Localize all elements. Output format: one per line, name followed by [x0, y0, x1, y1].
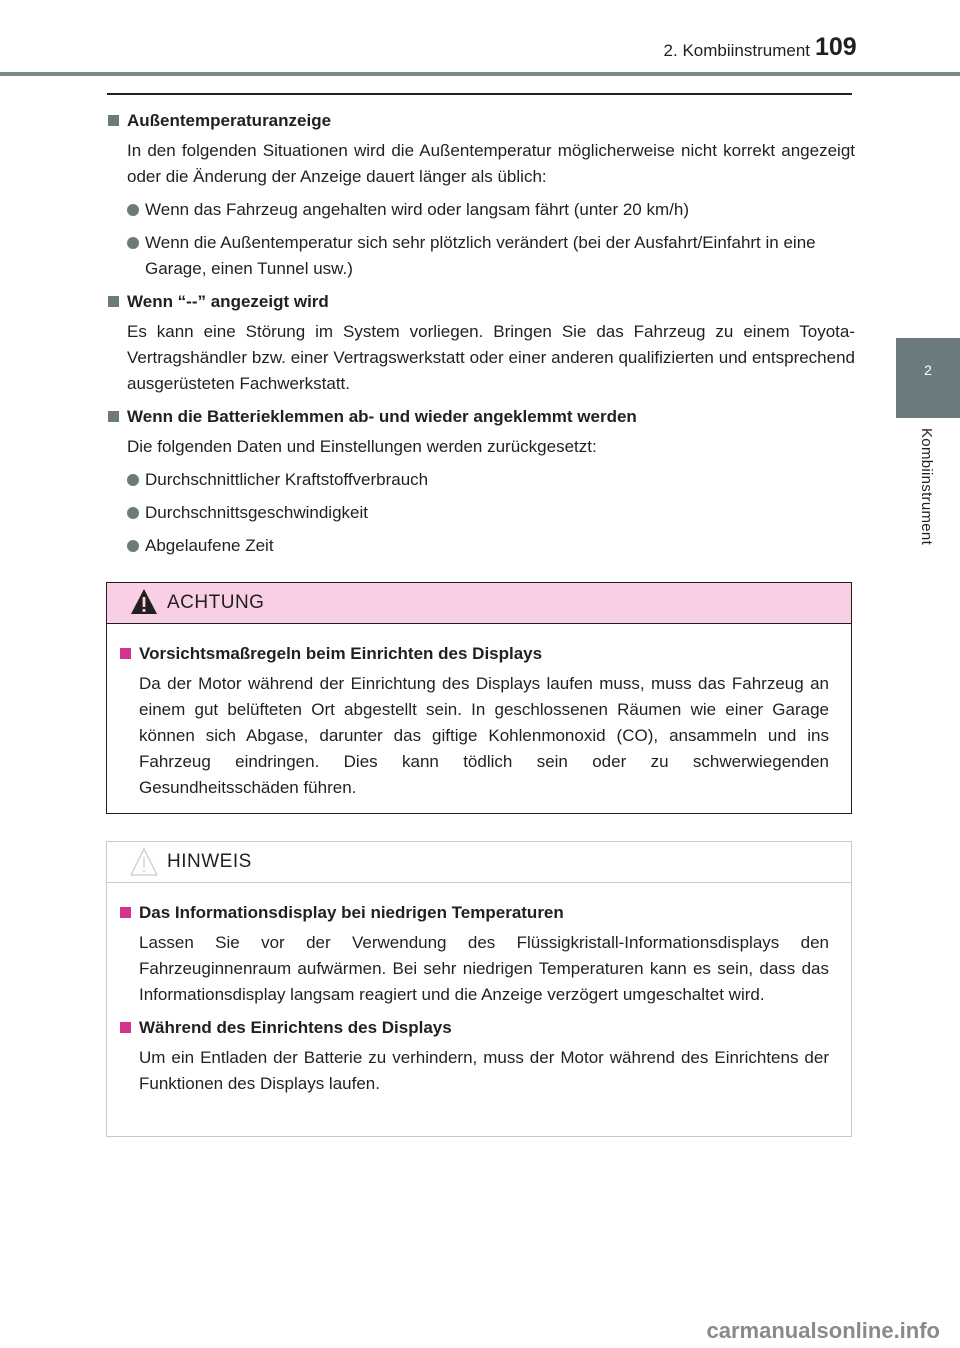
note-text: Um ein Entladen der Batterie zu verhindern, muss der Motor während des Einrichtens der Funktionen des Displays laufen. [139, 1048, 829, 1093]
note-box-title: HINWEIS [167, 851, 252, 872]
square-bullet-icon [108, 411, 119, 422]
page-number: 109 [815, 33, 857, 61]
square-bullet-icon [108, 115, 119, 126]
warning-box-header [107, 583, 851, 624]
round-bullet-icon [127, 507, 139, 519]
warning-box-title: ACHTUNG [167, 592, 265, 613]
section-outside-temperature [107, 108, 855, 282]
square-bullet-icon [108, 296, 119, 307]
warning-triangle-icon [129, 587, 159, 617]
round-bullet-icon [127, 540, 139, 552]
side-tab-label: Kombiinstrument [918, 428, 935, 546]
section-rule [107, 93, 852, 95]
note-box-header [107, 842, 851, 883]
note-box [106, 841, 852, 1137]
header-rule [0, 72, 960, 76]
note-heading: Das Informationsdisplay bei niedrigen Temperaturen [119, 900, 829, 926]
section-heading: Wenn die Batterieklemmen ab- und wieder angeklemmt werden [107, 404, 855, 430]
section-text: Die folgenden Daten und Einstellungen werden zurückgesetzt: [127, 437, 597, 456]
square-bullet-icon [120, 907, 131, 918]
section-battery-reconnect [107, 404, 855, 559]
section-dashes-displayed [107, 289, 855, 397]
side-tab-number: 2 [924, 362, 932, 378]
round-bullet-icon [127, 474, 139, 486]
warning-box [106, 582, 852, 814]
note-text: Lassen Sie vor der Verwendung des Flüssigkristall-Informationsdisplays den Fahrzeuginnenraum aufwärmen. Bei sehr niedrigen Temperaturen kann es sein, dass das Informationsdisplay langsam reagiert und die Anzeige verzögert umgeschaltet wird. [139, 933, 829, 1004]
warning-text: Da der Motor während der Einrichtung des Displays laufen muss, muss das Fahrzeug an einem gut belüfteten Ort abgestellt sein. In geschlossenen Räumen wie einer Garage können sich Abgase, darunter das giftige Kohlenmonoxid (CO), ansammeln und ins Fahrzeug eindringen. Dies kann tödlich sein oder zu schwerwiegenden Gesundheitsschäden führen. [139, 674, 829, 797]
list-item: Wenn die Außentemperatur sich sehr plötzlich verändert (bei der Ausfahrt/Einfahrt in eine Garage, einen Tunnel usw.) [127, 230, 855, 282]
caution-outline-icon [129, 846, 159, 878]
warning-heading: Vorsichtsmaßregeln beim Einrichten des Displays [119, 641, 829, 667]
round-bullet-icon [127, 204, 139, 216]
note-heading: Während des Einrichtens des Displays [119, 1015, 829, 1041]
list-item: Abgelaufene Zeit [127, 533, 855, 559]
round-bullet-icon [127, 237, 139, 249]
section-text: Es kann eine Störung im System vorliegen. Bringen Sie das Fahrzeug zu einem Toyota-Vertragshändler bzw. einer Vertragswerkstatt oder einer anderen qualifizierten und entsprechend ausgerüsteten Fachwerkstatt. [127, 322, 855, 393]
chapter-title: 2. Kombiinstrument [663, 41, 810, 60]
footer-watermark: carmanualsonline.info [706, 1318, 940, 1343]
section-heading: Außentemperaturanzeige [107, 108, 855, 134]
square-bullet-icon [120, 648, 131, 659]
chapter-side-tab [896, 338, 960, 418]
list-item: Wenn das Fahrzeug angehalten wird oder langsam fährt (unter 20 km/h) [127, 197, 855, 223]
square-bullet-icon [120, 1022, 131, 1033]
list-item: Durchschnittlicher Kraftstoffverbrauch [127, 467, 855, 493]
section-text: In den folgenden Situationen wird die Außentemperatur möglicherweise nicht korrekt angezeigt oder die Änderung der Anzeige dauert länger als üblich: [127, 141, 855, 186]
section-heading: Wenn “--” angezeigt wird [107, 289, 855, 315]
main-content [107, 108, 855, 559]
list-item: Durchschnittsgeschwindigkeit [127, 500, 855, 526]
